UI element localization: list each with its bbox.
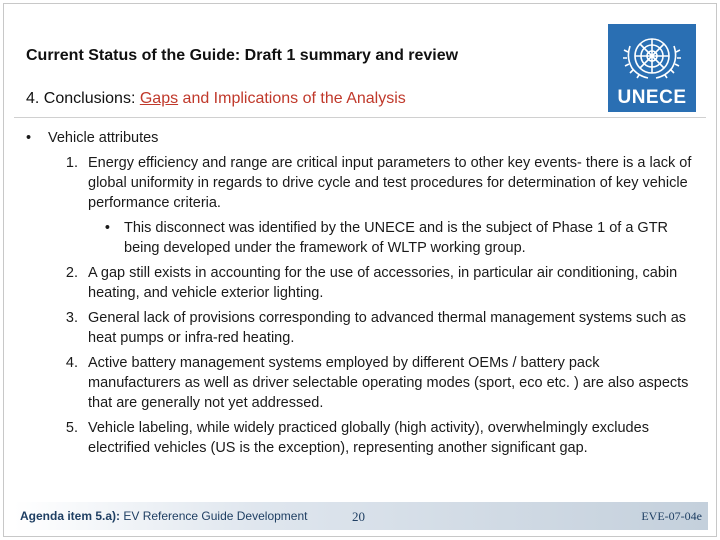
list-item <box>26 308 694 348</box>
list-item <box>26 418 694 458</box>
sub-bullet-icon: • <box>104 220 110 236</box>
slide-footer <box>14 502 708 530</box>
sub-bullet-text: This disconnect was identified by the UNECE and is the subject of Phase 1 of a GTR being developed under the framework of WLTP working group. <box>124 220 669 256</box>
slide-subtitle <box>26 90 406 108</box>
numbered-list <box>26 153 694 458</box>
header-divider <box>14 117 706 118</box>
item-number: 3. <box>65 310 78 326</box>
page-number: 20 <box>352 509 365 524</box>
gaps-link[interactable]: Gaps <box>139 90 179 107</box>
agenda-label <box>20 509 307 523</box>
slide-title: Current Status of the Guide: Draft 1 summary and review <box>26 47 459 64</box>
subtitle-rest: and Implications of the Analysis <box>178 90 406 107</box>
list-item <box>26 263 694 303</box>
main-bullet <box>26 128 694 148</box>
list-item <box>26 153 694 213</box>
bullet-icon: • <box>26 130 32 146</box>
agenda-item: Agenda item 5.a): <box>20 509 121 523</box>
subtitle-prefix: 4. Conclusions: <box>26 90 140 107</box>
item-text: A gap still exists in accounting for the use of accessories, in particular air conditioning, cabin heating, and vehicle exterior lighting. <box>88 265 678 301</box>
item-number: 5. <box>65 420 78 436</box>
item-number: 4. <box>65 355 78 371</box>
unece-logo <box>608 24 696 112</box>
item-number: 1. <box>65 155 78 171</box>
item-text: General lack of provisions corresponding to advanced thermal management systems such as heat pumps or infra-red heating. <box>88 310 687 346</box>
list-item <box>26 353 694 413</box>
slide-body <box>26 128 694 463</box>
sub-bullet <box>26 218 694 258</box>
item-text: Active battery management systems employed by different OEMs / battery pack manufacturers as well as driver selectable operating modes (sport, eco etc. ) are also aspects that are generally not yet addressed. <box>88 355 689 411</box>
item-text: Energy efficiency and range are critical input parameters to other key events- there is a lack of global uniformity in regards to drive cycle and test procedures for determination of key vehicle performance criteria. <box>88 155 692 211</box>
logo-text: UNECE <box>617 87 687 108</box>
agenda-title: EV Reference Guide Development <box>120 509 308 523</box>
bullet-heading: Vehicle attributes <box>48 130 159 146</box>
item-text: Vehicle labeling, while widely practiced globally (high activity), overwhelmingly excludes electrified vehicles (US is the exception), representing another significant gap. <box>88 420 649 456</box>
item-number: 2. <box>65 265 78 281</box>
document-code: EVE-07-04e <box>641 509 702 523</box>
